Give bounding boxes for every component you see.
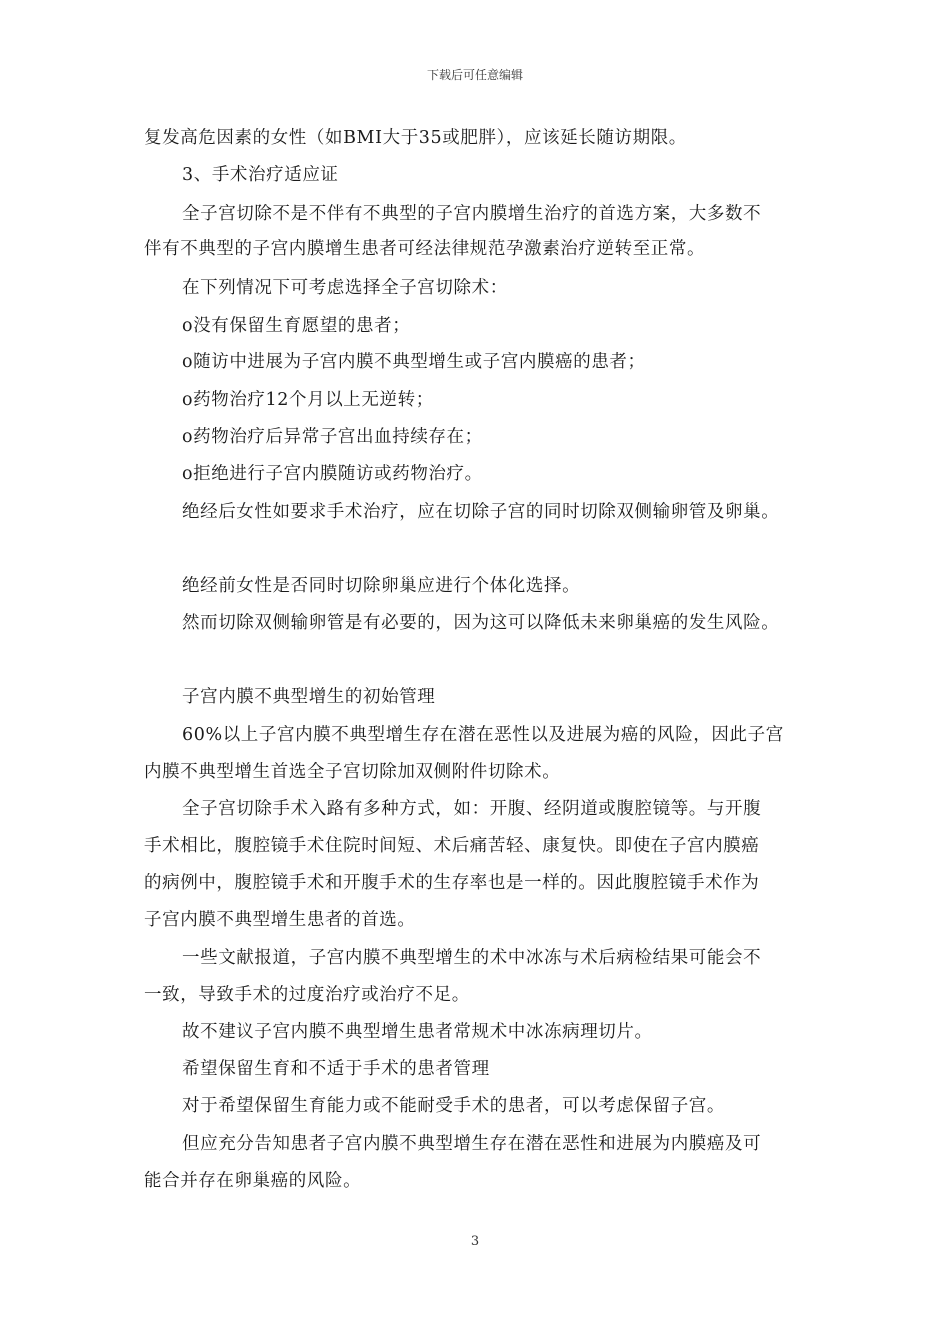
text-line: 在下列情况下可考虑选择全子宫切除术： bbox=[182, 278, 508, 298]
text-line: 绝经前女性是否同时切除卵巢应进行个体化选择。 bbox=[182, 576, 581, 596]
text-line: 手术相比，腹腔镜手术住院时间短、术后痛苦轻、康复快。即使在子宫内膜癌 bbox=[144, 836, 760, 856]
section-heading: 希望保留生育和不适于手术的患者管理 bbox=[182, 1059, 490, 1079]
text-line: 绝经后女性如要求手术治疗，应在切除子宫的同时切除双侧输卵管及卵巢。 bbox=[182, 502, 780, 522]
text-line: 的病例中，腹腔镜手术和开腹手术的生存率也是一样的。因此腹腔镜手术作为 bbox=[144, 873, 760, 893]
text-line: 故不建议子宫内膜不典型增生患者常规术中冰冻病理切片。 bbox=[182, 1022, 653, 1042]
text-line: 能合并存在卵巢癌的风险。 bbox=[144, 1171, 362, 1191]
list-item: o没有保留生育愿望的患者； bbox=[182, 316, 411, 336]
text-line: 然而切除双侧输卵管是有必要的，因为这可以降低未来卵巢癌的发生风险。 bbox=[182, 613, 780, 633]
list-item: o药物治疗12个月以上无逆转； bbox=[182, 390, 434, 410]
list-item: o拒绝进行子宫内膜随访或药物治疗。 bbox=[182, 464, 483, 484]
section-heading: 3、手术治疗适应证 bbox=[182, 165, 339, 185]
text-line: 一些文献报道，子宫内膜不典型增生的术中冰冻与术后病检结果可能会不 bbox=[182, 948, 762, 968]
text-line: 60%以上子宫内膜不典型增生存在潜在恶性以及进展为癌的风险，因此子宫 bbox=[182, 725, 784, 745]
text-line: 复发高危因素的女性（如BMI大于35或肥胖），应该延长随访期限。 bbox=[144, 128, 687, 148]
list-item: o药物治疗后异常子宫出血持续存在； bbox=[182, 427, 483, 447]
text-line: 全子宫切除不是不伴有不典型的子宫内膜增生治疗的首选方案，大多数不 bbox=[182, 204, 762, 224]
text-line: 全子宫切除手术入路有多种方式，如：开腹、经阴道或腹腔镜等。与开腹 bbox=[182, 799, 762, 819]
text-line: 对于希望保留生育能力或不能耐受手术的患者，可以考虑保留子宫。 bbox=[182, 1096, 725, 1116]
page-number: 3 bbox=[470, 1234, 480, 1249]
text-line: 但应充分告知患者子宫内膜不典型增生存在潜在恶性和进展为内膜癌及可 bbox=[182, 1134, 762, 1154]
text-line: 伴有不典型的子宫内膜增生患者可经法律规范孕激素治疗逆转至正常。 bbox=[144, 239, 706, 259]
page-header: 下载后可任意编辑 bbox=[426, 68, 523, 82]
text-line: 子宫内膜不典型增生患者的首选。 bbox=[144, 910, 416, 930]
text-line: 一致，导致手术的过度治疗或治疗不足。 bbox=[144, 985, 470, 1005]
list-item: o随访中进展为子宫内膜不典型增生或子宫内膜癌的患者； bbox=[182, 352, 646, 372]
text-line: 内膜不典型增生首选全子宫切除加双侧附件切除术。 bbox=[144, 762, 561, 782]
section-heading: 子宫内膜不典型增生的初始管理 bbox=[182, 687, 436, 707]
